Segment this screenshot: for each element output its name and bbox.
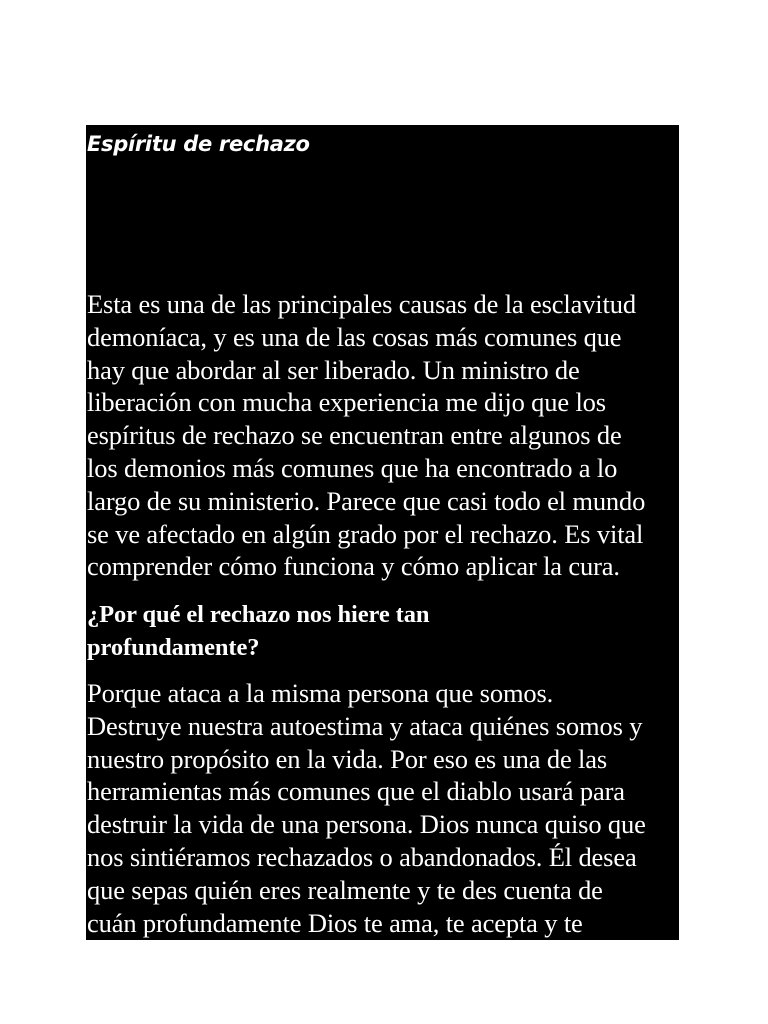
text-line: Porque ataca a la misma persona que somos. (87, 678, 554, 708)
text-line: espíritus de rechazo se encuentran entre algunos de (87, 420, 622, 451)
text-line: herramientas más comunes que el diablo usará para (87, 776, 625, 807)
heading-line: ¿Por qué el rechazo nos hiere tan (87, 601, 430, 628)
text-line: hay que abordar al ser liberado. Un ministro de (87, 354, 580, 385)
text-line: demoníaca, y es una de las cosas más comunes que (87, 321, 622, 352)
document-page (86, 125, 679, 940)
section-heading (87, 598, 429, 664)
text-line: los demonios más comunes que ha encontrado a lo (87, 452, 618, 483)
paragraph-answer (87, 677, 679, 939)
text-line: comprender cómo funciona y cómo aplicar la cura. (87, 551, 620, 582)
text-line: nos sintiéramos rechazados o abandonados. Él desea (87, 841, 637, 872)
text-line: cuán profundamente Dios te ama, te acepta y te (87, 907, 583, 938)
text-line: destruir la vida de una persona. Dios nunca quiso que (87, 809, 646, 840)
paragraph-intro (87, 288, 679, 583)
text-line: que sepas quién eres realmente y te des cuenta de (87, 874, 603, 905)
text-line: liberación con mucha experiencia me dijo que los (87, 387, 606, 418)
document-title: Espíritu de rechazo (87, 132, 310, 156)
text-line: Destruye nuestra autoestima y ataca quiénes somos y (87, 710, 643, 741)
text-line: Esta es una de las principales causas de la esclavitud (87, 289, 636, 319)
text-line: nuestro propósito en la vida. Por eso es una de las (87, 743, 608, 774)
text-line: largo de su ministerio. Parece que casi todo el mundo (87, 485, 646, 516)
text-line: se ve afectado en algún grado por el rechazo. Es vital (87, 518, 644, 549)
heading-line: profundamente? (87, 634, 260, 661)
